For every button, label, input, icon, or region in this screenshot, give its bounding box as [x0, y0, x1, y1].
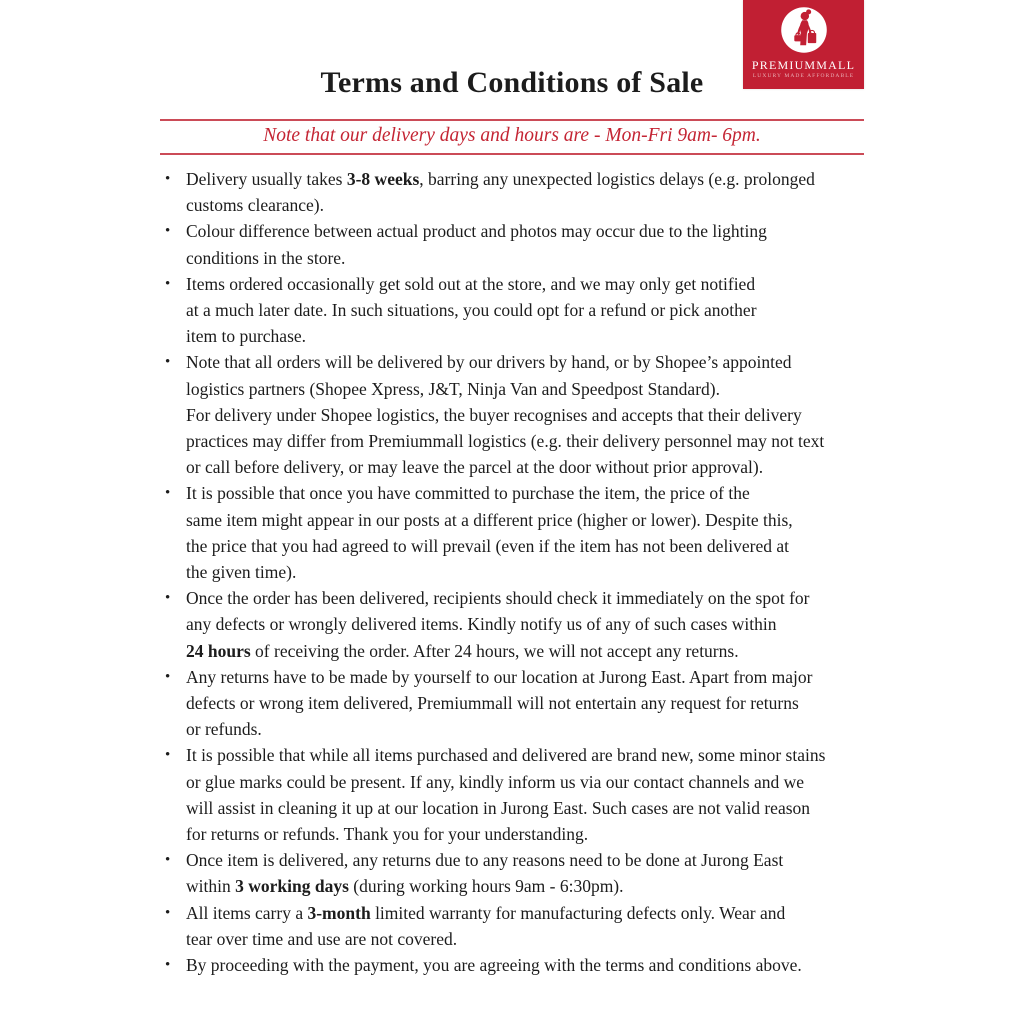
bullet-icon: • — [165, 275, 171, 292]
terms-list — [160, 166, 874, 978]
term-text: It is possible that while all items purchased and delivered are brand new, some minor stains or glue marks could be present. If any, kindly inform us via our contact channels and we will assist in cleaning it up at our location in Jurong East. Such cases are not valid reason for returns or refunds. Thank you for your understanding. — [186, 745, 826, 845]
term-text: It is possible that once you have committed to purchase the item, the price of the same item might appear in our posts at a different price (higher or lower). Despite this, the price that you had agreed to will prevail (even if the item has not been delivered at the given time). — [186, 483, 793, 583]
bullet-icon: • — [165, 485, 171, 502]
term-text: Colour difference between actual product and photos may occur due to the lighting conditions in the store. — [186, 221, 767, 268]
bullet-icon: • — [165, 904, 171, 921]
woman-shopper-icon — [777, 3, 831, 57]
premiummall-logo — [743, 0, 864, 89]
term-item — [160, 847, 874, 899]
term-item — [160, 349, 874, 480]
term-item — [160, 900, 874, 952]
bullet-icon: • — [165, 354, 171, 371]
term-item — [160, 218, 874, 270]
bullet-icon: • — [165, 957, 171, 974]
term-item — [160, 480, 874, 585]
term-item — [160, 271, 874, 350]
term-item — [160, 585, 874, 664]
bullet-icon: • — [165, 668, 171, 685]
bullet-icon: • — [165, 852, 171, 869]
term-text: Once item is delivered, any returns due to any reasons need to be done at Jurong East within 3 working days (during working hours 9am - 6:30pm). — [186, 850, 784, 897]
term-item — [160, 952, 874, 978]
page-title: Terms and Conditions of Sale — [320, 66, 704, 99]
logo-brand-name: PREMIUMMALL — [751, 58, 856, 72]
term-text: Note that all orders will be delivered by our drivers by hand, or by Shopee’s appointed logistics partners (Shopee Xpress, J&T, Ninja Van and Speedpost Standard). For delivery under Shopee logistics, the buyer recognises and accepts that their delivery practices may differ from Premiummall logistics (e.g. their delivery personnel may not text or call before delivery, or may leave the parcel at the door without prior approval). — [186, 352, 825, 478]
term-text: By proceeding with the payment, you are agreeing with the terms and conditions above. — [186, 955, 802, 976]
term-text: Once the order has been delivered, recipients should check it immediately on the spot for any defects or wrongly delivered items. Kindly notify us of any of such cases within 24 hours of receiving the order. After 24 hours, we will not accept any returns. — [186, 588, 810, 661]
term-text: Delivery usually takes 3-8 weeks, barring any unexpected logistics delays (e.g. prolonged customs clearance). — [186, 169, 815, 216]
term-text: All items carry a 3-month limited warranty for manufacturing defects only. Wear and tear over time and use are not covered. — [186, 902, 786, 949]
term-item — [160, 664, 874, 743]
term-item — [160, 742, 874, 847]
term-item — [160, 166, 874, 218]
bullet-icon: • — [165, 223, 171, 240]
bullet-icon: • — [165, 590, 171, 607]
bullet-icon: • — [165, 171, 171, 187]
bullet-icon: • — [165, 747, 171, 764]
delivery-notice: Note that our delivery days and hours are - Mon-Fri 9am- 6pm. — [160, 119, 864, 155]
logo-tagline: LUXURY MADE AFFORDABLE — [752, 73, 855, 79]
term-text: Items ordered occasionally get sold out at the store, and we may only get notified at a much later date. In such situations, you could opt for a refund or pick another item to purchase. — [186, 273, 757, 347]
term-text: Any returns have to be made by yourself to our location at Jurong East. Apart from major defects or wrong item delivered, Premiummall will not entertain any request for returns or refunds. — [186, 666, 813, 740]
